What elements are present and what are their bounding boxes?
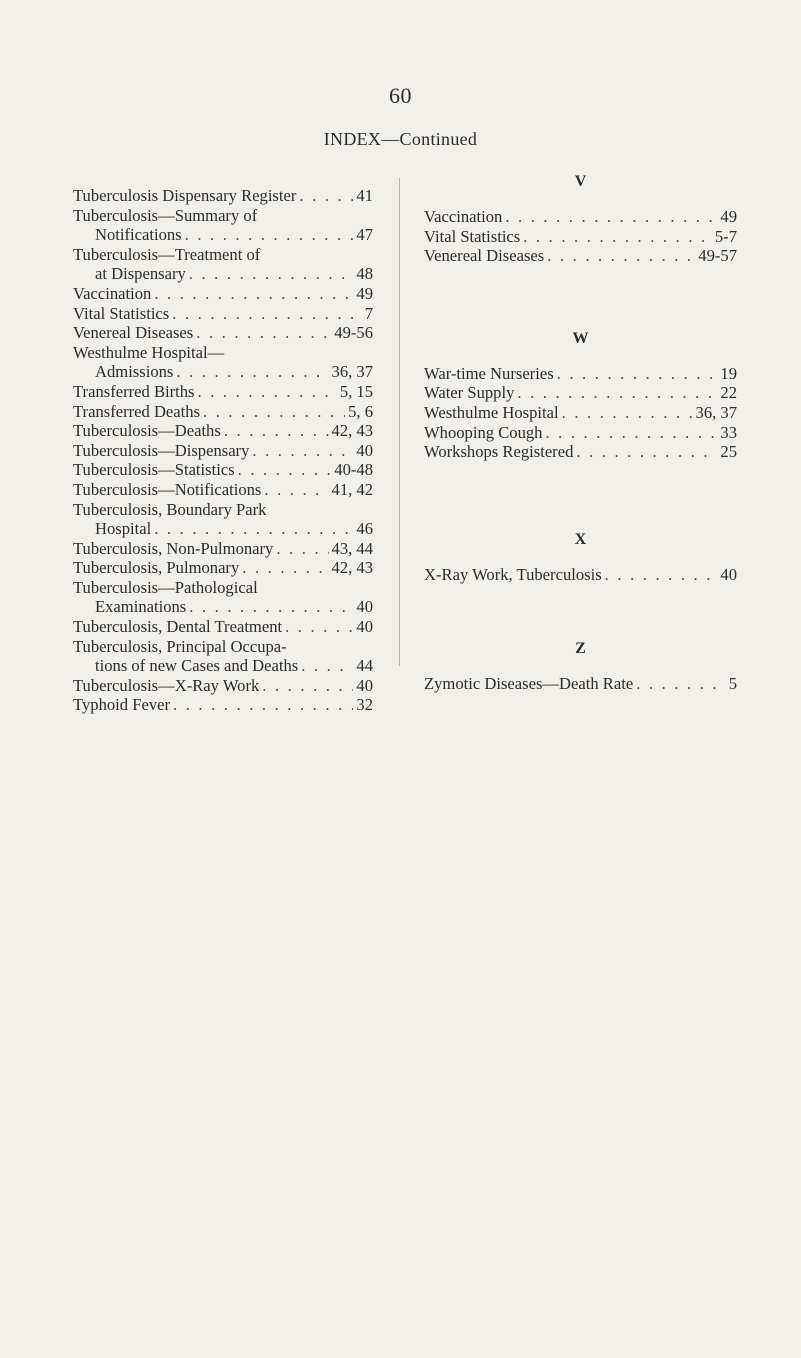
index-entry-label: Tuberculosis, Dental Treatment — [73, 617, 283, 637]
page-number: 60 — [389, 83, 412, 108]
index-entry — [73, 323, 373, 343]
dot-leader — [264, 480, 328, 500]
index-entry-label: Zymotic Diseases—Death Rate — [424, 674, 634, 694]
index-entry — [424, 565, 737, 585]
dot-leader — [173, 695, 353, 715]
index-entry — [73, 578, 373, 617]
index-entry — [424, 364, 737, 384]
dot-leader — [285, 617, 353, 637]
dot-leader — [505, 207, 717, 227]
index-entry-page: 49-56 — [334, 323, 373, 343]
index-entry-page: 42, 43 — [331, 558, 373, 578]
index-entry-label: Transferred Deaths — [73, 401, 201, 421]
dot-leader — [301, 656, 353, 676]
index-entry-page: 40-48 — [334, 460, 373, 480]
dot-leader — [176, 362, 328, 382]
dot-leader — [252, 441, 353, 461]
index-entry-page: 5, 6 — [348, 401, 373, 421]
index-entry — [73, 441, 373, 461]
index-entry-page: 47 — [356, 225, 373, 245]
dot-leader — [517, 383, 717, 403]
index-entry-page: 49 — [720, 207, 737, 226]
index-entry-label: Tuberculosis—Summary of — [73, 205, 258, 225]
dot-leader — [189, 597, 353, 617]
index-entry — [73, 617, 373, 637]
index-entry-page: 32 — [356, 695, 373, 715]
index-entry-label: Venereal Diseases — [424, 246, 545, 266]
index-entry-label: Tuberculosis, Boundary Park — [73, 499, 267, 519]
index-entry-label: War-time Nurseries — [424, 363, 554, 383]
index-entry — [73, 304, 373, 324]
index-entry-label: Tuberculosis Dispensary Register — [73, 186, 297, 205]
section-gap — [424, 584, 737, 639]
index-entry-label: Tuberculosis—Dispensary — [73, 440, 250, 460]
index-entry-page: 36, 37 — [695, 402, 737, 422]
index-entry-label: Venereal Diseases — [73, 323, 194, 343]
index-entry-page: 40 — [720, 564, 737, 584]
index-entry-label: Transferred Births — [73, 381, 195, 401]
dot-leader — [523, 227, 712, 247]
index-entry-label: Tuberculosis, Non-Pulmonary — [73, 538, 274, 558]
dot-leader — [276, 539, 328, 559]
page-heading: INDEX—Continued — [323, 129, 478, 149]
index-column-left — [73, 186, 373, 715]
index-entry-page: 49-57 — [698, 246, 737, 266]
index-entry-page: 40 — [356, 440, 373, 460]
index-entry-label: Vital Statistics — [424, 226, 521, 246]
index-entry — [73, 676, 373, 696]
dot-leader — [189, 264, 354, 284]
index-entry-label: Westhulme Hospital — [424, 402, 559, 422]
dot-leader — [545, 423, 717, 443]
index-entry — [73, 245, 373, 284]
index-entry-label: Whooping Cough — [424, 422, 543, 442]
index-entry-page: 43, 44 — [331, 538, 373, 558]
index-entry-label: Tuberculosis—Statistics — [73, 460, 235, 480]
section-letter: Z — [575, 640, 586, 658]
index-entry — [73, 500, 373, 539]
index-entry — [424, 207, 737, 227]
dot-leader — [576, 442, 717, 462]
index-entry-label: Tuberculosis—Pathological — [73, 577, 258, 597]
index-entry-label: Westhulme Hospital— — [73, 342, 225, 362]
index-entry — [73, 480, 373, 500]
index-entry-page: 41 — [356, 186, 373, 205]
index-entry-page: 19 — [720, 363, 737, 383]
dot-leader — [262, 676, 353, 696]
dot-leader — [605, 565, 718, 585]
index-entry — [424, 227, 737, 247]
index-entry-label: Tuberculosis, Principal Occupa- — [73, 636, 287, 656]
section-letter: W — [572, 329, 589, 347]
index-column-right — [424, 172, 737, 694]
dot-leader — [224, 421, 329, 441]
index-entry — [73, 421, 373, 441]
index-entry — [73, 343, 373, 382]
dot-leader — [562, 403, 693, 423]
index-entry-page: 22 — [720, 383, 737, 403]
section-gap — [424, 462, 737, 530]
index-entry — [73, 695, 373, 715]
letter-gap — [424, 659, 737, 674]
index-entry-label: X-Ray Work, Tuberculosis — [424, 564, 602, 584]
index-entry-label: Vaccination — [424, 207, 503, 226]
index-entry-label: tions of new Cases and Deaths — [95, 656, 299, 676]
index-entry-page: 46 — [356, 519, 373, 539]
index-entry-label: Admissions — [95, 362, 174, 382]
letter-gap — [424, 550, 737, 565]
index-entry-page: 40 — [356, 597, 373, 617]
index-entry-page: 5 — [728, 674, 737, 694]
index-entry-label: Typhoid Fever — [73, 695, 171, 715]
index-entry-page: 40 — [356, 675, 373, 695]
index-entry — [73, 186, 373, 206]
index-entry-label: Workshops Registered — [424, 442, 574, 462]
index-entry-label: Notifications — [95, 225, 182, 245]
column-divider — [399, 178, 400, 666]
letter-gap — [424, 349, 737, 364]
index-entry-label: Tuberculosis—X-Ray Work — [73, 675, 260, 695]
index-entry-page: 42, 43 — [331, 421, 373, 441]
index-entry-page: 36, 37 — [331, 362, 373, 382]
dot-leader — [154, 519, 353, 539]
index-entry — [73, 558, 373, 578]
index-entry-label: Tuberculosis—Notifications — [73, 479, 262, 499]
index-entry-page: 5-7 — [714, 226, 737, 246]
index-entry — [424, 674, 737, 694]
index-entry-page: 41, 42 — [331, 479, 373, 499]
index-entry-page: 33 — [720, 422, 737, 442]
index-entry-label: Hospital — [95, 519, 152, 539]
section-gap — [424, 266, 737, 329]
index-entry-page: 48 — [356, 264, 373, 284]
dot-leader — [547, 246, 695, 266]
index-entry-label: Examinations — [95, 597, 187, 617]
index-entry — [73, 402, 373, 422]
dot-leader — [154, 284, 353, 304]
index-entry-page: 5, 15 — [339, 381, 373, 401]
index-entry — [73, 206, 373, 245]
dot-leader — [196, 323, 331, 343]
index-entry-label: Tuberculosis—Deaths — [73, 421, 221, 441]
index-entry-label: Vaccination — [73, 283, 152, 303]
index-entry — [73, 460, 373, 480]
dot-leader — [203, 402, 345, 422]
index-entry-page: 7 — [364, 303, 373, 323]
index-entry-label: Tuberculosis, Pulmonary — [73, 558, 240, 578]
dot-leader — [636, 674, 725, 694]
index-entry-label: Vital Statistics — [73, 303, 170, 323]
index-entry — [73, 284, 373, 304]
index-entry — [424, 403, 737, 423]
dot-leader — [242, 558, 328, 578]
index-entry-page: 40 — [356, 617, 373, 637]
index-entry — [73, 539, 373, 559]
index-entry — [424, 423, 737, 443]
dot-leader — [198, 382, 337, 402]
letter-gap — [424, 192, 737, 207]
index-entry — [424, 442, 737, 462]
dot-leader — [557, 364, 718, 384]
index-entry-label: Tuberculosis—Treatment of — [73, 244, 261, 264]
dot-leader — [238, 460, 332, 480]
index-entry — [73, 637, 373, 676]
dot-leader — [185, 225, 354, 245]
dot-leader — [299, 186, 353, 206]
index-entry-label: at Dispensary — [95, 264, 186, 284]
index-entry-page: 49 — [356, 283, 373, 303]
index-entry — [424, 383, 737, 403]
index-entry — [424, 246, 737, 266]
dot-leader — [172, 304, 361, 324]
section-letter: X — [574, 530, 587, 548]
index-entry — [73, 382, 373, 402]
index-entry-page: 44 — [356, 656, 373, 676]
index-entry-page: 25 — [720, 442, 737, 462]
index-entry-label: Water Supply — [424, 383, 515, 403]
section-letter: V — [574, 173, 587, 190]
